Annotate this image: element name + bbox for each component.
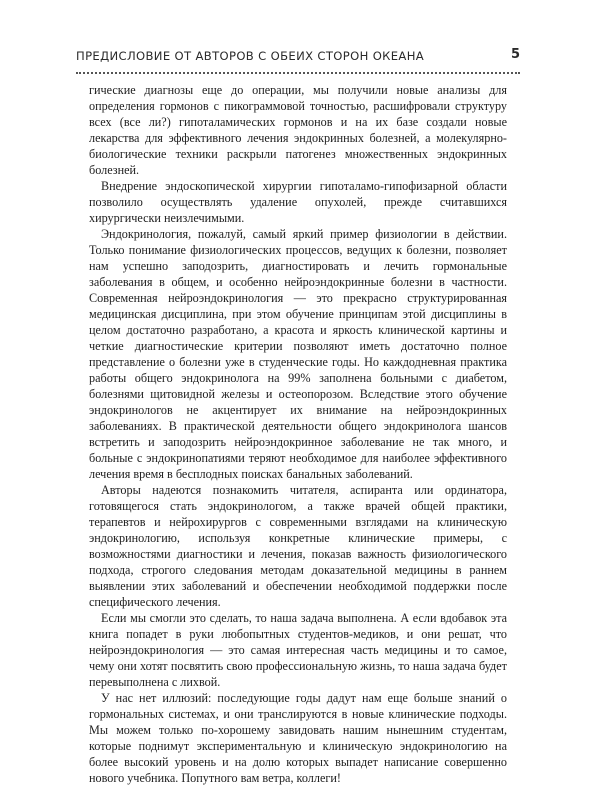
header-dotted-rule bbox=[76, 72, 520, 74]
paragraph: Внедрение эндоскопической хирургии гипоталамо-гипофизарной области позволило осуществлять удаление опухолей, прежде считавшихся хирургически неизлечимыми. bbox=[89, 179, 507, 225]
body-text bbox=[89, 82, 507, 786]
paragraph: Авторы надеются познакомить читателя, аспиранта или ординатора, готовящегося стать эндокринологом, а также врачей общей практики, терапевтов и нейрохирургов с современными взглядами на клиническую эндокринологию, используя конкретные клинические примеры, с возможностями диагностики и лечения, показав важность физиологического подхода, строгого следования методам доказательной медицины в раннем выявлении этих заболеваний и обеспечении необходимой поддержки после специфического лечения. bbox=[89, 483, 507, 609]
running-header bbox=[76, 49, 520, 67]
paragraph: Если мы смогли это сделать, то наша задача выполнена. А если вдобавок эта книга попадет в руки любопытных студентов-медиков, и они решат, что нейроэндокринология — это самая интересная часть медицины и то самое, чему они хотят посвятить свою профессиональную жизнь, то наша задача будет перевыполнена с лихвой. bbox=[89, 611, 507, 689]
paragraph: Эндокринология, пожалуй, самый яркий пример физиологии в действии. Только понимание физиологических процессов, ведущих к болезни, позволяет нам успешно заподозрить, диагностировать и лечить гормональные заболевания в общем, и особенно нейроэндокринные болезни в частности. Современная нейроэндокринология — это прекрасно структурированная медицинская дисциплина, при этом обучение принципам этой дисциплины в целом достаточно разработано, а красота и яркость клинической картины и четкие диагностические критерии позволяют иметь достаточно полное представление о болезни уже в студенческие годы. Но каждодневная практика работы общего эндокринолога на 99% заполнена больными с диабетом, болезнями щитовидной железы и остеопорозом. Вследствие этого обучение эндокринологов не акцентирует их внимание на нейроэндокринных заболеваниях. В практической деятельности общего эндокринолога шансов встретить и заподозрить нейроэндокринное заболевание не так много, и больные с эндокринопатиями теряют необходимое для наиболее эффективного лечения время в бесплодных поисках банальных заболеваний. bbox=[89, 227, 507, 481]
page-number: 5 bbox=[510, 47, 520, 62]
running-header-title: ПРЕДИСЛОВИЕ ОТ АВТОРОВ С ОБЕИХ СТОРОН ОКЕАНА bbox=[76, 49, 425, 63]
paragraph: гические диагнозы еще до операции, мы получили новые анализы для определения гормонов с пикограммовой точностью, расшифровали структуру всех (все ли?) гипоталамических гормонов и на их базе создали новые лекарства для эффективного лечения эндокринных болезней, а молекулярно-биологические техники раскрыли патогенез множественных эндокринных болезней. bbox=[89, 83, 507, 177]
paragraph: У нас нет иллюзий: последующие годы дадут нам еще больше знаний о гормональных системах, и они транслируются в новые клинические подходы. Мы можем только по-хорошему завидовать нашим нынешним студентам, которые поднимут экспериментальную и клиническую эндокринологию на более высокий уровень и на долю которых выпадет написание совершенно нового учебника. Попутного вам ветра, коллеги! bbox=[89, 691, 507, 785]
